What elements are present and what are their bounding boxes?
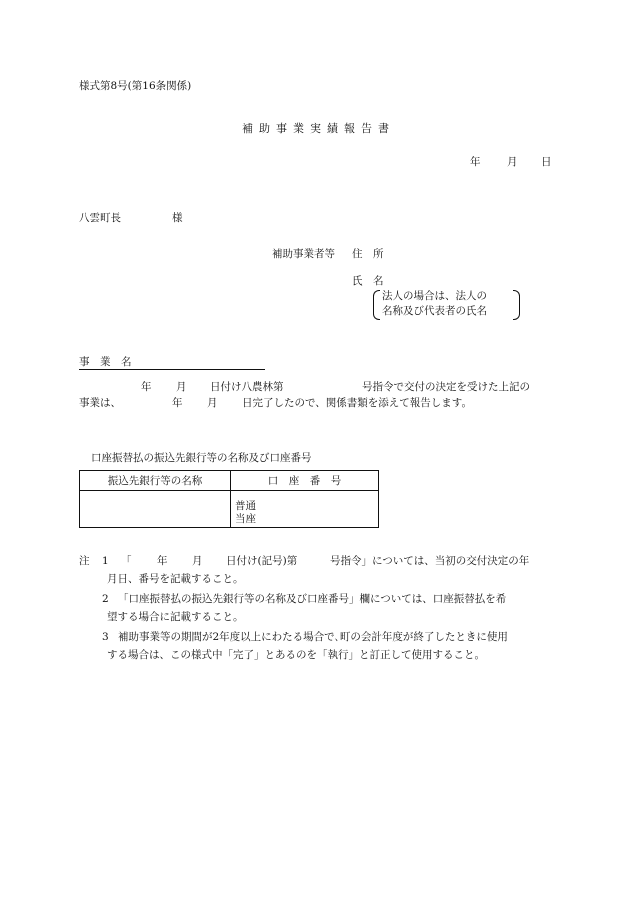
- bank-name-header: 振込先銀行等の名称: [80, 471, 231, 491]
- addressee-name: 八雲町長: [79, 212, 121, 224]
- note-1-number: 1: [102, 555, 109, 567]
- note-2-line1: 「口座振替払の振込先銀行等の名称及び口座番号」欄については、口座振替払を希: [118, 593, 507, 605]
- date-year: 年: [470, 156, 481, 168]
- note-bracket-right: [513, 290, 520, 320]
- note-1-month: 月: [192, 555, 203, 567]
- project-label: 事 業 名: [79, 356, 265, 370]
- account-table-caption: 口座振替払の振込先銀行等の名称及び口座番号: [91, 452, 312, 464]
- note-1-line2: 月日、番号を記載すること。: [107, 573, 244, 585]
- name-label: 氏 名: [352, 275, 384, 287]
- addressee-honorific: 様: [172, 212, 183, 224]
- account-number-header: 口 座 番 号: [231, 471, 379, 491]
- notes-label: 注: [79, 555, 90, 567]
- note-3-line2: する場合は、この様式中「完了」とあるのを「執行」と訂正して使用すること。: [107, 649, 485, 661]
- form-number: 様式第8号(第16条関係): [79, 80, 192, 92]
- note-1-date-code: 日付け(記号)第: [226, 555, 298, 567]
- account-table-row: [80, 491, 379, 528]
- corporate-note-line1: 法人の場合は、法人の: [382, 290, 487, 302]
- note-1-bracket-open: 「: [121, 555, 132, 567]
- note-bracket-left: [373, 290, 380, 320]
- body-month-2: 月: [207, 397, 218, 409]
- body-year-1: 年: [141, 381, 152, 393]
- body-year-2: 年: [172, 397, 183, 409]
- address-label: 住 所: [352, 248, 384, 260]
- account-type-current: 当座: [235, 513, 256, 525]
- note-3-line1: 補助事業等の期間が2年度以上にわたる場合で､町の会計年度が終了したときに使用: [118, 631, 508, 643]
- body-month-1: 月: [176, 381, 187, 393]
- body-line2-prefix: 事業は、: [79, 397, 121, 409]
- body-order-text: 号指令で交付の決定を受けた上記の: [362, 381, 530, 393]
- body-line2-suffix: 日完了したので、関係書類を添えて報告します。: [242, 397, 472, 409]
- note-2-number: 2: [102, 593, 109, 605]
- note-3-number: 3: [102, 631, 109, 643]
- note-2-line2: 望する場合に記載すること。: [107, 611, 244, 623]
- body-date-prefix: 日付け八農林第: [210, 381, 284, 393]
- account-table: [79, 470, 379, 528]
- corporate-note-line2: 名称及び代表者の氏名: [382, 305, 487, 317]
- date-month: 月: [507, 156, 518, 168]
- bank-name-cell: [80, 491, 231, 528]
- note-1-text: 号指令」については、当初の交付決定の年: [330, 555, 530, 567]
- note-1-year: 年: [157, 555, 168, 567]
- account-table-header-row: [80, 471, 379, 491]
- document-title: 補助事業実績報告書: [242, 122, 395, 135]
- date-day: 日: [541, 156, 552, 168]
- applicant-label: 補助事業者等: [272, 248, 335, 260]
- account-number-cell: [231, 491, 379, 528]
- account-type-ordinary: 普通: [235, 500, 256, 512]
